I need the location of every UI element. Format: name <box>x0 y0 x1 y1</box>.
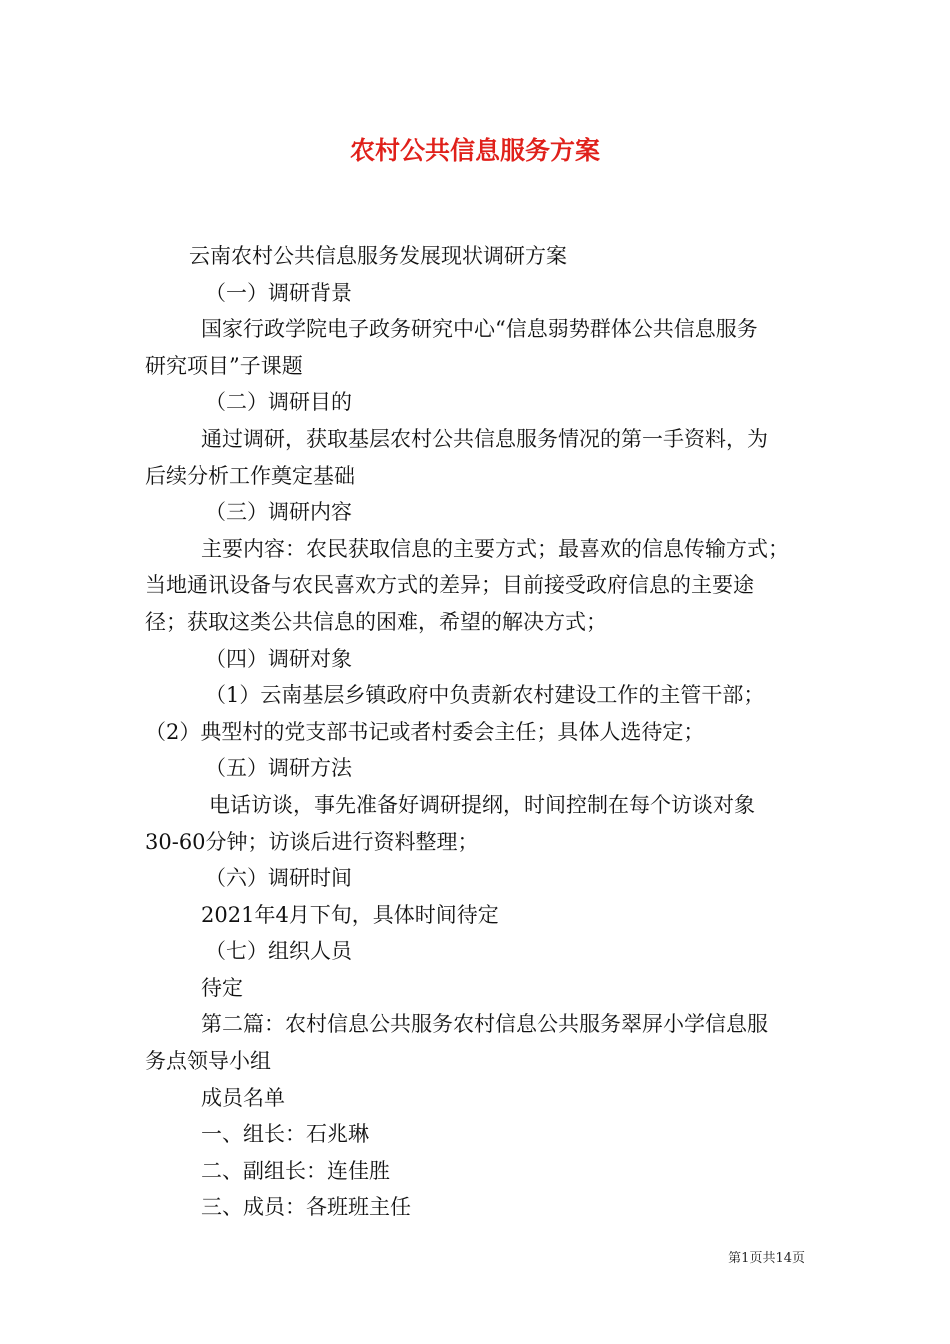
section-heading: （四）调研对象 <box>205 646 352 671</box>
section-heading: （六）调研时间 <box>205 866 352 891</box>
paragraph-line: 径；获取这类公共信息的困难，希望的解决方式； <box>145 609 607 634</box>
paragraph-line: 当地通讯设备与农民喜欢方式的差异；目前接受政府信息的主要途 <box>145 573 754 598</box>
paragraph-line: 通过调研，获取基层农村公共信息服务情况的第一手资料，为 <box>201 426 768 451</box>
paragraph-line: 二、副组长：连佳胜 <box>201 1158 390 1183</box>
paragraph-line: 务点领导小组 <box>145 1049 271 1074</box>
paragraph-line: 一、组长：石兆琳 <box>201 1122 369 1147</box>
paragraph-line: 云南农村公共信息服务发展现状调研方案 <box>189 244 567 268</box>
paragraph-line: 成员名单 <box>201 1085 285 1110</box>
paragraph-line: 研究项目”子课题 <box>145 353 303 378</box>
page-number: 第1页共14页 <box>728 1251 805 1266</box>
paragraph-line: （2）典型村的党支部书记或者村委会主任；具体人选待定； <box>145 719 705 744</box>
section-heading: （三）调研内容 <box>205 500 352 525</box>
paragraph-line: 后续分析工作奠定基础 <box>145 463 355 488</box>
paragraph-line: 待定 <box>201 975 243 1000</box>
paragraph-line: 主要内容：农民获取信息的主要方式；最喜欢的信息传输方式； <box>201 536 789 561</box>
paragraph-line: 国家行政学院电子政务研究中心“信息弱势群体公共信息服务 <box>201 317 758 342</box>
section-heading: （一）调研背景 <box>205 280 352 305</box>
paragraph-line: 30-60分钟；访谈后进行资料整理； <box>145 829 479 854</box>
paragraph-line: 电话访谈，事先准备好调研提纲，时间控制在每个访谈对象 <box>209 792 755 817</box>
section-heading: （二）调研目的 <box>205 390 352 415</box>
paragraph-line: （1）云南基层乡镇政府中负责新农村建设工作的主管干部； <box>205 683 765 708</box>
paragraph-line: 2021年4月下旬，具体时间待定 <box>201 902 499 927</box>
document-title: 农村公共信息服务方案 <box>349 136 600 165</box>
document-body <box>145 238 815 1226</box>
paragraph-line: 第二篇：农村信息公共服务农村信息公共服务翠屏小学信息服 <box>201 1012 768 1037</box>
section-heading: （七）组织人员 <box>205 939 352 964</box>
section-heading: （五）调研方法 <box>205 756 352 781</box>
paragraph-line: 三、成员：各班班主任 <box>201 1195 411 1220</box>
